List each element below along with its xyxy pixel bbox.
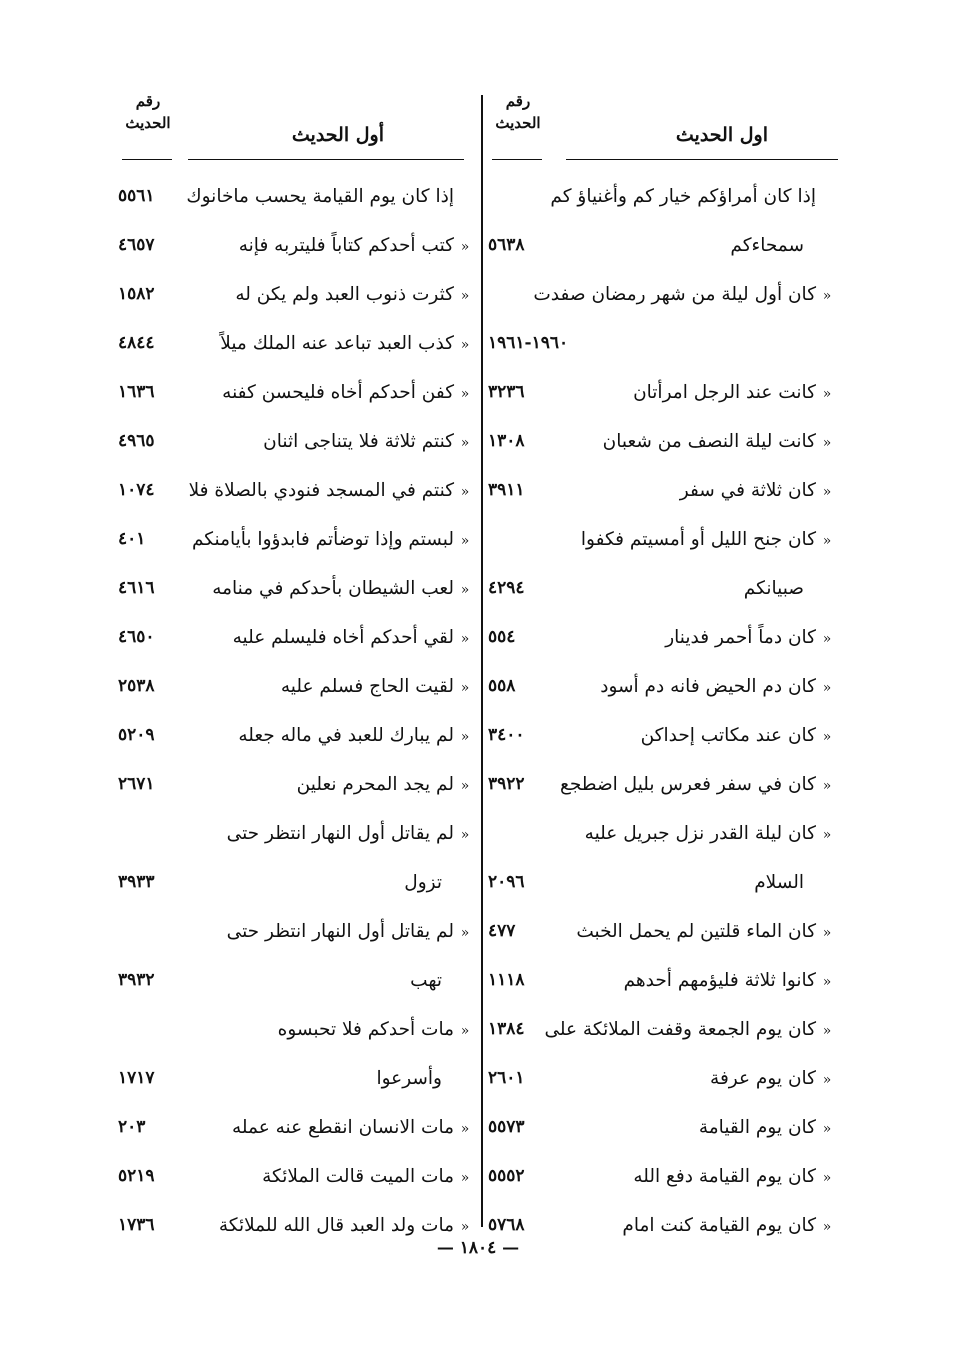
entry-text: كان دماً أحمر فدينار — [665, 627, 816, 648]
hadith-number: ٥٧٦٨ — [488, 1215, 525, 1235]
entry-text: كان يوم عرفة — [710, 1068, 816, 1089]
hadith-number: ٤٦١٦ — [118, 578, 155, 598]
hadith-number: ٤٦٥٧ — [118, 235, 155, 255]
entry-continuation-text: تهب — [410, 970, 442, 991]
entry-text: كان عند مكاتب إحداكن — [640, 725, 816, 746]
number-heading-line-2: الحديث — [125, 114, 171, 132]
number-heading-line-1: رقم — [505, 92, 531, 110]
index-entry — [118, 172, 476, 221]
ditto-mark: « — [822, 1121, 832, 1137]
entry-text: كان أول ليلة من شهر رمضان صفدت — [533, 284, 816, 305]
index-entry — [488, 1054, 838, 1103]
index-entry — [488, 221, 838, 270]
index-entry — [118, 858, 476, 907]
index-entry — [488, 809, 838, 858]
index-entry — [118, 907, 476, 956]
index-entry — [118, 368, 476, 417]
ditto-mark: « — [822, 1072, 832, 1088]
hadith-number: ٤٢٩٤ — [488, 578, 525, 598]
hadith-number: ٣٩٣٢ — [118, 970, 155, 990]
ditto-mark: « — [822, 631, 832, 647]
entry-text: كفن أحدكم أخاه فليحسن كفنه — [222, 382, 454, 403]
hadith-number: ٢٥٣٨ — [118, 676, 155, 696]
index-entry — [118, 221, 476, 270]
number-heading-underline — [492, 159, 542, 160]
column-header — [488, 90, 838, 160]
entry-text: كان دم الحيض فانه دم أسود — [600, 676, 816, 697]
entry-continuation-text: السلام — [754, 872, 804, 893]
ditto-mark: « — [460, 778, 470, 794]
ditto-mark: « — [822, 778, 832, 794]
index-entry — [118, 466, 476, 515]
index-entry — [488, 956, 838, 1005]
number-heading-line-2: الحديث — [495, 114, 541, 132]
hadith-number: ٤٧٧ — [488, 921, 516, 941]
index-entry — [118, 809, 476, 858]
number-column-heading — [488, 90, 548, 134]
ditto-mark: « — [822, 827, 832, 843]
index-entry — [118, 319, 476, 368]
ditto-mark: « — [822, 386, 832, 402]
ditto-mark: « — [822, 1023, 832, 1039]
hadith-number: ٣٩١١ — [488, 480, 525, 500]
entry-continuation-text: صبيانكم — [743, 578, 804, 599]
entry-text: كان يوم القيامة — [698, 1117, 816, 1138]
ditto-mark: « — [460, 1170, 470, 1186]
ditto-mark: « — [822, 974, 832, 990]
index-entry — [488, 319, 838, 368]
entry-text: مات الميت قالت الملائكة — [262, 1166, 454, 1187]
entry-text: لبستم وإذا توضأتم فابدؤوا بأيامنكم — [191, 529, 454, 550]
entry-list — [488, 172, 838, 1250]
entry-text: لعب الشيطان بأحدكم في منامه — [212, 578, 454, 599]
hadith-number: ٤٨٤٤ — [118, 333, 155, 353]
hadith-number: ٥٥٧٣ — [488, 1117, 525, 1137]
index-entry — [118, 1054, 476, 1103]
number-column-heading — [118, 90, 178, 134]
entry-text: كان في سفر فعرس بليل اضطجع — [559, 774, 816, 795]
index-entry — [118, 1103, 476, 1152]
ditto-mark: « — [822, 729, 832, 745]
index-entry — [118, 564, 476, 613]
index-entry — [488, 711, 838, 760]
ditto-mark: « — [460, 435, 470, 451]
entry-text: كان جنح الليل أو أمسيتم فكفوا — [580, 529, 816, 550]
index-entry — [118, 417, 476, 466]
hadith-number: ١٩٦٠-١٩٦١ — [488, 333, 569, 353]
hadith-number: ١٠٧٤ — [118, 480, 155, 500]
hadith-number: ٥٢١٩ — [118, 1166, 155, 1186]
index-entry — [488, 466, 838, 515]
index-entry — [488, 417, 838, 466]
ditto-mark: « — [822, 288, 832, 304]
hadith-number: ١٦٣٦ — [118, 382, 155, 402]
index-entry — [488, 1103, 838, 1152]
hadith-number: ٤٠١ — [118, 529, 146, 549]
ditto-mark: « — [460, 827, 470, 843]
column-heading: أول الحديث — [291, 124, 384, 146]
ditto-mark: « — [460, 1023, 470, 1039]
ditto-mark: « — [460, 729, 470, 745]
hadith-number: ٤٦٥٠ — [118, 627, 155, 647]
entry-text: مات الانسان انقطع عنه عمله — [231, 1117, 454, 1138]
index-entry — [488, 613, 838, 662]
hadith-number: ١٧١٧ — [118, 1068, 155, 1088]
index-entry — [118, 1152, 476, 1201]
ditto-mark: « — [460, 680, 470, 696]
ditto-mark: « — [460, 337, 470, 353]
ditto-mark: « — [460, 386, 470, 402]
entry-text: كان الماء قلتين لم يحمل الخبث — [576, 921, 816, 942]
index-entry — [488, 1152, 838, 1201]
hadith-number: ٣٩٣٣ — [118, 872, 155, 892]
entry-text: كنتم في المسجد فنودي بالصلاة فلا — [188, 480, 454, 501]
hadith-number: ٣٩٢٢ — [488, 774, 525, 794]
left-column — [118, 90, 476, 1250]
index-entry — [488, 907, 838, 956]
heading-underline — [566, 159, 838, 160]
entry-text: لم يقاتل أول النهار انتظر حتى — [226, 823, 454, 844]
ditto-mark: « — [460, 484, 470, 500]
ditto-mark: « — [460, 533, 470, 549]
entry-text: كذب العبد تباعد عنه الملك ميلاً — [220, 333, 454, 354]
entry-text: إذا كان يوم القيامة يحسب ماخانوك — [186, 186, 454, 207]
hadith-number: ١٣٠٨ — [488, 431, 525, 451]
entry-text: لقيت الحاج فسلم عليه — [280, 676, 454, 697]
hadith-number: ٣٢٣٦ — [488, 382, 525, 402]
index-entry — [118, 662, 476, 711]
hadith-number: ٥٥٥٢ — [488, 1166, 525, 1186]
index-entry — [488, 760, 838, 809]
entry-text: مات ولد العبد قال الله للملائكة — [218, 1215, 454, 1236]
index-entry — [488, 270, 838, 319]
entry-text: كانت ليلة النصف من شعبان — [602, 431, 816, 452]
ditto-mark: « — [460, 582, 470, 598]
entry-text: كان يوم القيامة دفع الله — [633, 1166, 816, 1187]
hadith-number: ٤٩٦٥ — [118, 431, 155, 451]
heading-underline — [188, 159, 464, 160]
hadith-number: ٢٦٧١ — [118, 774, 155, 794]
number-heading-underline — [122, 159, 172, 160]
ditto-mark: « — [460, 288, 470, 304]
hadith-number: ٥٥٦١ — [118, 186, 155, 206]
hadith-number: ٥٢٠٩ — [118, 725, 155, 745]
entry-text: كان ثلاثة في سفر — [679, 480, 816, 501]
index-entry — [118, 711, 476, 760]
hadith-number: ٥٥٤ — [488, 627, 516, 647]
number-heading-line-1: رقم — [135, 92, 161, 110]
index-entry — [118, 760, 476, 809]
index-entry — [118, 270, 476, 319]
entry-text: كنتم ثلاثة فلا يتناجى اثنان — [263, 431, 454, 452]
entry-text: لقي أحدكم أخاه فليسلم عليه — [232, 627, 454, 648]
index-entry — [118, 956, 476, 1005]
entry-text: كتب أحدكم كتاباً فليتربه فإنه — [238, 235, 454, 256]
ditto-mark: « — [822, 680, 832, 696]
hadith-number: ١٥٨٢ — [118, 284, 155, 304]
index-entry — [118, 613, 476, 662]
entry-text: لم يقاتل أول النهار انتظر حتى — [226, 921, 454, 942]
index-entry — [488, 368, 838, 417]
hadith-number: ٢٠٩٦ — [488, 872, 525, 892]
right-column — [488, 90, 838, 1250]
index-entry — [488, 662, 838, 711]
index-entry — [488, 564, 838, 613]
ditto-mark: « — [460, 1121, 470, 1137]
entry-text: كانت عند الرجل امرأتان — [633, 382, 816, 403]
hadith-number: ٢٦٠١ — [488, 1068, 525, 1088]
ditto-mark: « — [822, 435, 832, 451]
hadith-number: ١٣٨٤ — [488, 1019, 525, 1039]
ditto-mark: « — [822, 533, 832, 549]
hadith-number: ١٧٣٦ — [118, 1215, 155, 1235]
hadith-number: ٢٠٣ — [118, 1117, 146, 1137]
ditto-mark: « — [822, 484, 832, 500]
hadith-number: ١١١٨ — [488, 970, 525, 990]
ditto-mark: « — [460, 239, 470, 255]
entry-continuation-text: تزول — [404, 872, 442, 893]
index-entry — [118, 515, 476, 564]
index-entry — [488, 858, 838, 907]
column-divider — [481, 95, 483, 1227]
index-entry — [488, 515, 838, 564]
hadith-number: ٥٥٨ — [488, 676, 516, 696]
ditto-mark: « — [460, 1219, 470, 1235]
column-heading: اول الحديث — [675, 124, 768, 146]
index-entry — [488, 172, 838, 221]
entry-text: كانوا ثلاثة فليؤمهم أحدهم — [623, 970, 816, 991]
hadith-number: ٣٤٠٠ — [488, 725, 525, 745]
ditto-mark: « — [460, 631, 470, 647]
entry-continuation-text: وأسرعوا — [376, 1068, 442, 1089]
entry-text: كان ليلة القدر نزل جبريل عليه — [584, 823, 816, 844]
ditto-mark: « — [822, 1219, 832, 1235]
entry-text: كان يوم الجمعة وقفت الملائكة على — [544, 1019, 816, 1040]
index-entry — [488, 1005, 838, 1054]
column-header — [118, 90, 476, 160]
ditto-mark: « — [460, 925, 470, 941]
entry-text: إذا كان أمراؤكم خيار كم وأغنياؤ كم — [550, 186, 816, 207]
entry-text: لم يجد المحرم نعلين — [296, 774, 454, 795]
entry-text: كان يوم القيامة كنت امام — [622, 1215, 816, 1236]
entry-text: لم يبارك للعبد في ماله جعله — [238, 725, 454, 746]
ditto-mark: « — [822, 1170, 832, 1186]
ditto-mark: « — [822, 925, 832, 941]
hadith-number: ٥٦٣٨ — [488, 235, 525, 255]
entry-continuation-text: سمحاءكم — [730, 235, 804, 256]
index-entry — [118, 1005, 476, 1054]
page-number: — ١٨٠٤ — — [436, 1238, 520, 1258]
entry-text: مات أحدكم فلا تحبسوه — [277, 1019, 454, 1040]
entry-list — [118, 172, 476, 1250]
entry-text: كثرت ذنوب العبد ولم يكن له — [235, 284, 454, 305]
